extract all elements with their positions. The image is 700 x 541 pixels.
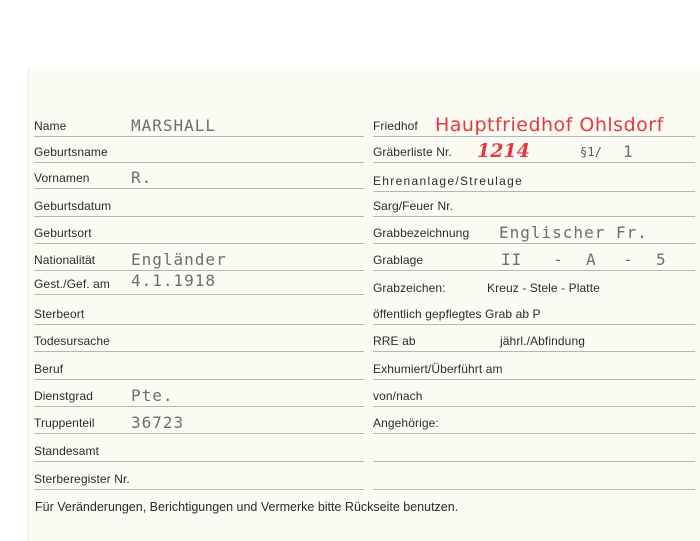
label-grave-list: Gräberliste Nr. [373, 145, 452, 159]
value-grave-number: 5 [656, 250, 667, 269]
label-died: Gest./Gef. am [34, 277, 110, 291]
value-grave-name: Englischer Fr. [499, 223, 648, 242]
field-public-care [373, 301, 695, 325]
label-cause: Todesursache [34, 334, 110, 348]
field-first-names [34, 165, 364, 189]
field-died [34, 271, 364, 295]
field-grave-list [373, 139, 695, 163]
label-birth-date: Geburtsdatum [34, 199, 112, 213]
label-grave-marker: Grabzeichen: [373, 281, 446, 295]
label-coffin: Sarg/Feuer Nr. [373, 199, 454, 213]
label-public-care: öffentlich gepflegtes Grab ab P [373, 307, 541, 321]
field-exhumed [373, 356, 695, 380]
field-relatives [373, 410, 695, 434]
value-grave-row: A [586, 250, 597, 269]
label-relatives: Angehörige: [373, 416, 439, 430]
field-cause [34, 328, 364, 352]
label-death-register: Sterberegister Nr. [34, 472, 130, 486]
field-rank [34, 383, 364, 407]
field-registry-office [34, 438, 364, 462]
value-died: 4.1.1918 [131, 271, 217, 290]
field-honor [373, 168, 695, 192]
field-death-register [34, 466, 364, 490]
field-birth-place [34, 220, 364, 244]
field-nationality [34, 247, 364, 271]
field-grave-location [373, 247, 695, 271]
label-rre: RRE ab [373, 334, 416, 348]
label-cemetery: Friedhof [373, 119, 418, 133]
label-honor: Ehrenanlage/Streulage [373, 174, 524, 188]
relatives-line-3 [373, 466, 695, 490]
value-grave-list: 1214 [477, 140, 530, 162]
field-name [34, 113, 364, 137]
label-birth-place: Geburtsort [34, 226, 92, 240]
label-grave-name: Grabbezeichnung [373, 226, 470, 240]
label-from-to: von/nach [373, 389, 423, 403]
label-grave-location: Grablage [373, 253, 424, 267]
field-cemetery [373, 110, 695, 137]
label-death-place: Sterbeort [34, 307, 85, 321]
field-death-place [34, 301, 364, 325]
label-unit: Truppenteil [34, 416, 95, 430]
label-exhumed: Exhumiert/Überführt am [373, 362, 503, 376]
field-grave-marker [373, 279, 695, 299]
relatives-line-2 [373, 438, 695, 462]
grave-location-dash-1: - [553, 250, 564, 269]
field-from-to [373, 383, 695, 407]
value-grave-field: II [501, 250, 523, 269]
value-unit: 36723 [131, 413, 185, 432]
stamp-cemetery: Hauptfriedhof Ohlsdorf [435, 114, 664, 136]
value-nationality: Engländer [131, 250, 227, 269]
grave-marker-options: Kreuz - Stele - Platte [487, 281, 600, 295]
field-coffin [373, 193, 695, 217]
label-rank: Dienstgrad [34, 389, 94, 403]
field-profession [34, 356, 364, 380]
value-grave-list-section: 1 [623, 142, 634, 161]
rre-extra: jährl./Abfindung [500, 334, 585, 348]
label-first-names: Vornamen [34, 171, 90, 185]
field-unit [34, 410, 364, 434]
label-registry-office: Standesamt [34, 444, 100, 458]
field-rre [373, 328, 695, 352]
value-name: MARSHALL [131, 116, 217, 135]
value-rank: Pte. [131, 386, 174, 405]
field-birth-date [34, 193, 364, 217]
label-profession: Beruf [34, 362, 64, 376]
value-first-names: R. [131, 168, 153, 187]
footer-note: Für Veränderungen, Berichtigungen und Vermerke bitte Rückseite benutzen. [35, 500, 459, 514]
label-nationality: Nationalität [34, 253, 96, 267]
grave-list-section: §1/ [580, 145, 602, 159]
grave-location-dash-2: - [623, 250, 634, 269]
field-grave-name [373, 220, 695, 244]
field-birth-name [34, 139, 364, 163]
label-birth-name: Geburtsname [34, 145, 108, 159]
label-name: Name [34, 119, 67, 133]
